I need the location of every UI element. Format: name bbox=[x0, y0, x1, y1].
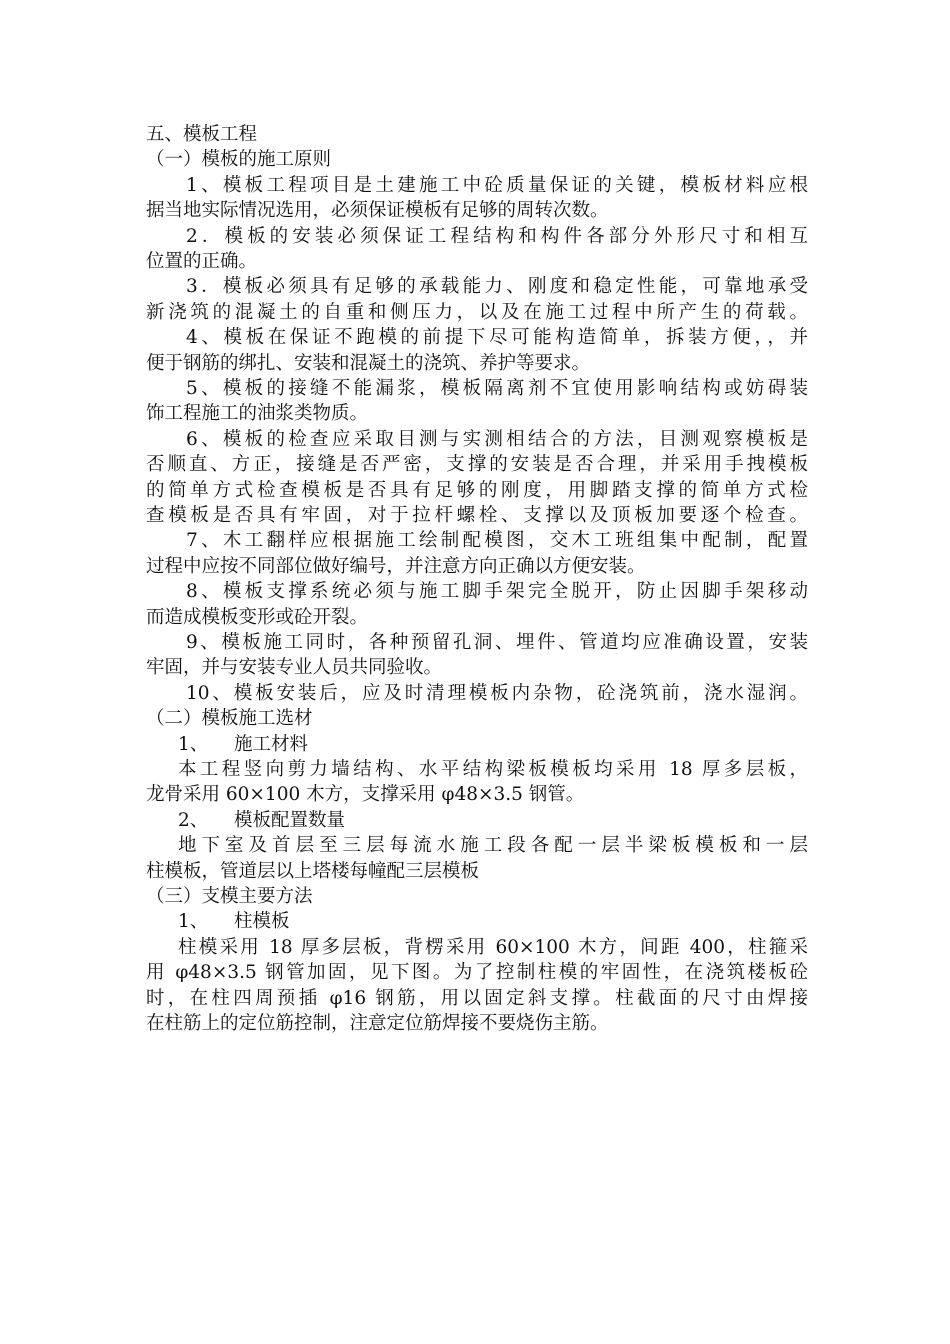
paragraph-materials bbox=[146, 757, 808, 808]
list-item-number: 1、 bbox=[178, 733, 209, 755]
paragraph-1 bbox=[146, 173, 808, 224]
document-page bbox=[146, 122, 808, 1036]
paragraph-line: 6、模板的检查应采取目测与实测相结合的方法，目测观察模板是 bbox=[186, 428, 808, 450]
list-item-heading bbox=[146, 808, 808, 833]
paragraph-2 bbox=[146, 224, 808, 275]
paragraph-9 bbox=[146, 630, 808, 681]
list-item-title: 柱模板 bbox=[234, 911, 290, 933]
paragraph-4 bbox=[146, 325, 808, 376]
paragraph-line: 饰工程施工的油浆类物质。 bbox=[146, 403, 369, 425]
paragraph-line: 时，在柱四周预插 φ16 钢筋，用以固定斜支撑。柱截面的尺寸由焊接 bbox=[146, 987, 808, 1009]
paragraph-line: 地下室及首层至三层每流水施工段各配一层半梁板模板和一层 bbox=[178, 835, 808, 857]
paragraph-8 bbox=[146, 579, 808, 630]
paragraph-line: 的简单方式检查模板是否具有足够的刚度，用脚踏支撑的简单方式检 bbox=[146, 479, 808, 501]
paragraph-line: 3．模板必须具有足够的承载能力、刚度和稳定性能，可靠地承受 bbox=[186, 276, 808, 298]
paragraph-3 bbox=[146, 274, 808, 325]
subsection-heading-2: （二）模板施工选材 bbox=[146, 708, 313, 730]
paragraph-line: 便于钢筋的绑扎、安装和混凝土的浇筑、养护等要求。 bbox=[146, 352, 591, 374]
subsection-heading-1: （一）模板的施工原则 bbox=[146, 149, 332, 171]
paragraph-column-formwork bbox=[146, 935, 808, 1037]
list-item-number: 1、 bbox=[178, 911, 209, 933]
list-item-heading bbox=[146, 909, 808, 934]
paragraph-7 bbox=[146, 528, 808, 579]
paragraph-5 bbox=[146, 376, 808, 427]
list-item-title: 施工材料 bbox=[234, 733, 309, 755]
paragraph-line: 位置的正确。 bbox=[146, 251, 258, 272]
paragraph-line: 而造成模板变形或砼开裂。 bbox=[146, 606, 369, 628]
paragraph-line: 本工程竖向剪力墙结构、水平结构梁板模板均采用 18 厚多层板， bbox=[178, 758, 808, 780]
paragraph-line: 4、模板在保证不跑模的前提下尽可能构造简单，拆装方便，，并 bbox=[186, 327, 808, 349]
list-item-heading bbox=[146, 732, 808, 757]
subsection-heading-3: （三）支模主要方法 bbox=[146, 885, 313, 907]
paragraph-line: 否顺直、方正，接缝是否严密，支撑的安装是否合理，并采用手拽模板 bbox=[146, 454, 808, 476]
paragraph-line: 过程中应按不同部位做好编号，并注意方向正确以方便安装。 bbox=[146, 555, 646, 577]
paragraph-line: 9、模板施工同时，各种预留孔洞、埋件、管道均应准确设置，安装 bbox=[186, 631, 808, 653]
paragraph-line: 5、模板的接缝不能漏浆，模板隔离剂不宜使用影响结构或妨碍装 bbox=[186, 377, 808, 399]
paragraph-line: 7、木工翻样应根据施工绘制配模图，交木工班组集中配制，配置 bbox=[186, 530, 808, 552]
section-title: 五、模板工程 bbox=[146, 124, 258, 145]
list-item-title: 模板配置数量 bbox=[234, 809, 346, 831]
paragraph-line: 柱模板，管道层以上塔楼每幢配三层模板 bbox=[146, 860, 480, 882]
paragraph-line: 牢固，并与安装专业人员共同验收。 bbox=[146, 657, 443, 679]
paragraph-line: 2．模板的安装必须保证工程结构和构件各部分外形尺寸和相互 bbox=[186, 225, 808, 247]
list-item-number: 2、 bbox=[178, 809, 209, 831]
paragraph-line: 用 φ48×3.5 钢管加固，见下图。为了控制柱模的牢固性，在浇筑楼板砼 bbox=[146, 962, 808, 984]
paragraph-line: 10、模板安装后，应及时清理模板内杂物，砼浇筑前，浇水湿润。 bbox=[186, 682, 808, 704]
paragraph-line: 在柱筋上的定位筋控制，注意定位筋焊接不要烧伤主筋。 bbox=[146, 1012, 609, 1034]
paragraph-line: 据当地实际情况选用，必须保证模板有足够的周转次数。 bbox=[146, 200, 609, 222]
paragraph-line: 龙骨采用 60×100 木方，支撑采用 φ48×3.5 钢管。 bbox=[146, 784, 585, 806]
paragraph-line: 查模板是否具有牢固，对于拉杆螺栓、支撑以及顶板加要逐个检查。 bbox=[146, 504, 808, 526]
paragraph-quantity bbox=[146, 833, 808, 884]
paragraph-line: 柱模采用 18 厚多层板，背楞采用 60×100 木方，间距 400，柱箍采 bbox=[178, 936, 808, 958]
paragraph-10 bbox=[146, 681, 808, 706]
paragraph-line: 新浇筑的混凝土的自重和侧压力，以及在施工过程中所产生的荷载。 bbox=[146, 301, 808, 323]
paragraph-line: 8、模板支撑系统必须与施工脚手架完全脱开，防止因脚手架移动 bbox=[186, 581, 808, 603]
paragraph-line: 1、模板工程项目是土建施工中砼质量保证的关键，模板材料应根 bbox=[186, 174, 808, 196]
paragraph-6 bbox=[146, 427, 808, 529]
